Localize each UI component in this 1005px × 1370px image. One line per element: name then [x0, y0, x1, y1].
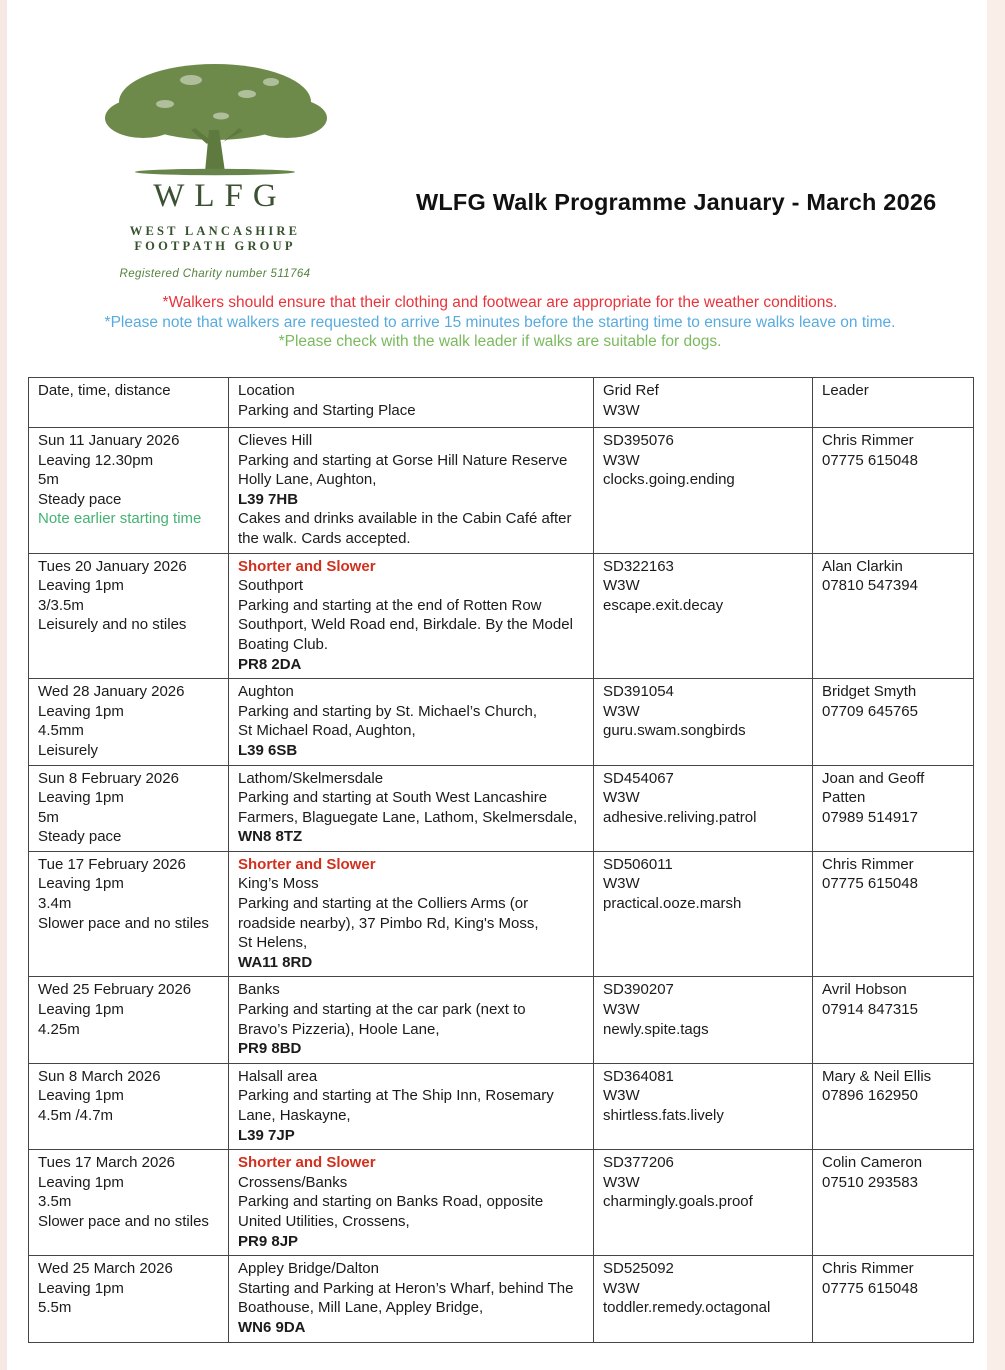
- w3w-address: guru.swam.songbirds: [603, 722, 746, 740]
- date-cell: [29, 679, 229, 765]
- w3w-address: adhesive.reliving.patrol: [603, 808, 757, 826]
- header-location: [229, 378, 594, 428]
- location-cell: [229, 1256, 594, 1342]
- location-line: St Michael Road, Aughton,: [238, 722, 416, 740]
- grid-ref: SD390207: [603, 981, 674, 999]
- location-line: Boathouse, Mill Lane, Appley Bridge,: [238, 1299, 484, 1317]
- w3w-label: W3W: [603, 577, 640, 595]
- grid-ref: SD391054: [603, 683, 674, 701]
- leader-phone: 07810 547394: [822, 577, 918, 595]
- date-line: Leaving 1pm: [38, 1279, 124, 1297]
- grid-ref: SD525092: [603, 1260, 674, 1278]
- location-line: St Helens,: [238, 934, 308, 952]
- walk-row: [29, 1150, 974, 1256]
- walk-row: [29, 679, 974, 765]
- location-line: Aughton: [238, 683, 294, 701]
- gridref-cell: [594, 977, 813, 1063]
- leader-name: Chris Rimmer: [822, 432, 914, 449]
- w3w-label: W3W: [603, 789, 640, 807]
- location-cell: [229, 428, 594, 554]
- postcode: L39 7JP: [238, 1126, 295, 1144]
- walk-row: [29, 851, 974, 977]
- gridref-cell: [594, 553, 813, 679]
- location-line: United Utilities, Crossens,: [238, 1212, 410, 1230]
- leader-cell: [813, 1150, 974, 1256]
- gridref-cell: [594, 1150, 813, 1256]
- date-line: Leaving 12.30pm: [38, 451, 154, 469]
- page-left-margin: [0, 0, 7, 1370]
- postcode: WN6 9DA: [238, 1318, 306, 1336]
- leader-name: Alan Clarkin: [822, 557, 903, 575]
- location-line: Banks: [238, 981, 280, 999]
- logo-charity-number: Registered Charity number 511764: [119, 268, 311, 280]
- date-cell: [29, 1256, 229, 1342]
- location-line: Parking and starting at The Ship Inn, Rosemary: [238, 1087, 554, 1105]
- date-cell: [29, 1063, 229, 1149]
- location-line: Parking and starting at Gorse Hill Nature Reserve: [238, 451, 568, 469]
- w3w-label: W3W: [603, 451, 640, 469]
- date-line: Leaving 1pm: [38, 702, 124, 720]
- date-line: Leaving 1pm: [38, 1173, 124, 1191]
- location-cell: [229, 553, 594, 679]
- date-line: Steady pace: [38, 828, 122, 846]
- date-line: Leaving 1pm: [38, 875, 124, 893]
- gridref-cell: [594, 765, 813, 851]
- leader-phone: 07775 615048: [822, 875, 918, 893]
- header-leader: [813, 378, 974, 428]
- grid-ref: SD395076: [603, 432, 674, 449]
- location-cell: [229, 977, 594, 1063]
- w3w-label: W3W: [603, 1279, 640, 1297]
- postcode: PR9 8BD: [238, 1040, 302, 1058]
- grid-ref: SD377206: [603, 1154, 674, 1172]
- leader-name: Mary & Neil Ellis: [822, 1067, 932, 1085]
- w3w-address: clocks.going.ending: [603, 471, 735, 489]
- logo-org-name: WEST LANCASHIRE FOOTPATH GROUP: [129, 224, 301, 253]
- date-line: Wed 25 March 2026: [38, 1260, 173, 1278]
- gridref-cell: [594, 679, 813, 765]
- date-line: Wed 25 February 2026: [38, 981, 192, 999]
- location-line: Holly Lane, Aughton,: [238, 471, 377, 489]
- walk-row: [29, 977, 974, 1063]
- date-line: 3.4m: [38, 895, 72, 913]
- date-line: Leaving 1pm: [38, 1001, 124, 1019]
- date-line: 5.5m: [38, 1299, 72, 1317]
- date-line: 4.5m /4.7m: [38, 1107, 114, 1124]
- leader-cell: [813, 765, 974, 851]
- header-leader-line-1: Leader: [822, 382, 869, 399]
- w3w-address: charmingly.goals.proof: [603, 1193, 753, 1211]
- header-gridref-line-2: W3W: [603, 401, 640, 419]
- date-line: Slower pace and no stiles: [38, 914, 209, 932]
- date-cell: [29, 977, 229, 1063]
- w3w-label: W3W: [603, 1173, 640, 1191]
- postcode: WN8 8TZ: [238, 828, 303, 846]
- location-line: Halsall area: [238, 1067, 318, 1085]
- location-cell: [229, 1063, 594, 1149]
- location-line: Lathom/Skelmersdale: [238, 769, 384, 787]
- location-line: Parking and starting at the end of Rotten Row: [238, 596, 542, 614]
- date-line: Tue 17 February 2026: [38, 855, 186, 873]
- leader-name: Colin Cameron: [822, 1154, 923, 1172]
- date-line: Tues 20 January 2026: [38, 557, 187, 575]
- w3w-label: W3W: [603, 1001, 640, 1019]
- shorter-slower-tag: Shorter and Slower: [238, 1154, 376, 1172]
- leader-cell: [813, 851, 974, 977]
- date-line: 4.25m: [38, 1020, 80, 1038]
- leader-phone: 07896 162950: [822, 1087, 918, 1105]
- w3w-address: newly.spite.tags: [603, 1020, 709, 1038]
- leader-phone: 07775 615048: [822, 1279, 918, 1297]
- leader-phone: 07914 847315: [822, 1001, 918, 1019]
- leader-name: Avril Hobson: [822, 981, 907, 999]
- leader-phone: 07709 645765: [822, 702, 918, 720]
- location-line: Parking and starting at the car park (next to: [238, 1001, 526, 1019]
- logo-acronym: WLFG: [153, 178, 287, 214]
- page-right-margin: [987, 0, 1005, 1370]
- date-cell: [29, 851, 229, 977]
- leader-phone: 07989 514917: [822, 808, 918, 826]
- gridref-cell: [594, 1256, 813, 1342]
- gridref-cell: [594, 428, 813, 554]
- grid-ref: SD454067: [603, 769, 674, 787]
- table-header: [29, 378, 974, 428]
- date-line: Leisurely: [38, 741, 99, 759]
- leader-cell: [813, 977, 974, 1063]
- tree-logo-icon: [95, 60, 335, 178]
- date-line: Sun 8 March 2026: [38, 1067, 161, 1085]
- leader-cell: [813, 1256, 974, 1342]
- note-line-3: *Please check with the walk leader if walks are suitable for dogs.: [278, 333, 722, 350]
- location-line: Appley Bridge/Dalton: [238, 1260, 379, 1278]
- note-line-1: *Walkers should ensure that their clothing and footwear are appropriate for the weather conditions.: [162, 294, 838, 311]
- walk-row: [29, 765, 974, 851]
- date-line: Leaving 1pm: [38, 1087, 124, 1105]
- grid-ref: SD364081: [603, 1067, 674, 1085]
- w3w-label: W3W: [603, 875, 640, 893]
- table-body: [29, 428, 974, 1343]
- w3w-address: escape.exit.decay: [603, 596, 724, 614]
- header-gridref-line-1: Grid Ref: [603, 382, 659, 399]
- postcode: L39 7HB: [238, 490, 299, 508]
- leader-phone: 07775 615048: [822, 451, 918, 469]
- leader-cell: [813, 428, 974, 554]
- date-line: Tues 17 March 2026: [38, 1154, 176, 1172]
- header-location-line-2: Parking and Starting Place: [238, 401, 416, 419]
- date-line: Sun 11 January 2026: [38, 432, 180, 449]
- w3w-address: shirtless.fats.lively: [603, 1107, 724, 1124]
- leader-cell: [813, 553, 974, 679]
- location-line: Parking and starting on Banks Road, opposite: [238, 1193, 544, 1211]
- location-line: Parking and starting by St. Michael’s Church,: [238, 702, 538, 720]
- note-line-2: *Please note that walkers are requested to arrive 15 minutes before the starting time to ensure walks leave on time.: [104, 313, 896, 331]
- date-cell: [29, 1150, 229, 1256]
- header-row: [29, 378, 974, 428]
- location-extra-line: the walk. Cards accepted.: [238, 529, 411, 547]
- w3w-label: W3W: [603, 702, 640, 720]
- gridref-cell: [594, 1063, 813, 1149]
- location-line: Starting and Parking at Heron’s Wharf, behind The: [238, 1279, 574, 1297]
- postcode: PR9 8JP: [238, 1232, 299, 1250]
- w3w-label: W3W: [603, 1087, 640, 1105]
- leader-name: Joan and Geoff Patten: [822, 769, 925, 807]
- date-line: Leisurely and no stiles: [38, 616, 187, 634]
- location-line: roadside nearby), 37 Pimbo Rd, King's Moss,: [238, 914, 539, 932]
- w3w-address: toddler.remedy.octagonal: [603, 1299, 771, 1317]
- leader-name: Bridget Smyth: [822, 683, 917, 701]
- leader-name: Chris Rimmer: [822, 855, 914, 873]
- date-line: 3/3.5m: [38, 596, 84, 614]
- date-line: Wed 28 January 2026: [38, 683, 185, 701]
- leader-cell: [813, 1063, 974, 1149]
- header-date-line-1: Date, time, distance: [38, 382, 171, 399]
- leader-name: Chris Rimmer: [822, 1260, 914, 1278]
- date-line: 5m: [38, 471, 59, 489]
- header-gridref: [594, 378, 813, 428]
- header-location-line-1: Location: [238, 382, 295, 399]
- grid-ref: SD506011: [603, 855, 673, 873]
- location-line: Farmers, Blaguegate Lane, Lathom, Skelmersdale,: [238, 808, 578, 826]
- date-cell: [29, 428, 229, 554]
- location-line: Southport, Weld Road end, Birkdale. By the Model: [238, 616, 573, 634]
- date-cell: [29, 553, 229, 679]
- shorter-slower-tag: Shorter and Slower: [238, 557, 376, 575]
- page-title: WLFG Walk Programme January - March 2026: [416, 189, 937, 215]
- date-line: 4.5mm: [38, 722, 84, 740]
- location-line: Bravo’s Pizzeria), Hoole Lane,: [238, 1020, 440, 1038]
- date-line: Leaving 1pm: [38, 577, 124, 595]
- gridref-cell: [594, 851, 813, 977]
- location-line: Boating Club.: [238, 635, 329, 653]
- location-cell: [229, 1150, 594, 1256]
- date-note: Note earlier starting time: [38, 510, 202, 528]
- postcode: PR8 2DA: [238, 655, 302, 673]
- leader-phone: 07510 293583: [822, 1173, 918, 1191]
- walk-row: [29, 1256, 974, 1342]
- date-line: Slower pace and no stiles: [38, 1212, 209, 1230]
- wlfg-logo: [80, 60, 350, 280]
- walker-notes: [30, 293, 970, 352]
- location-line: Parking and starting at the Colliers Arms (or: [238, 895, 529, 913]
- date-line: Steady pace: [38, 490, 122, 508]
- location-line: King’s Moss: [238, 875, 319, 893]
- location-line: Parking and starting at South West Lancashire: [238, 789, 548, 807]
- postcode: L39 6SB: [238, 741, 298, 759]
- date-cell: [29, 765, 229, 851]
- location-line: Crossens/Banks: [238, 1173, 348, 1191]
- date-line: Sun 8 February 2026: [38, 769, 179, 787]
- date-line: 3.5m: [38, 1193, 72, 1211]
- grid-ref: SD322163: [603, 557, 674, 575]
- date-line: 5m: [38, 808, 59, 826]
- w3w-address: practical.ooze.marsh: [603, 895, 742, 913]
- header-date: [29, 378, 229, 428]
- walk-row: [29, 553, 974, 679]
- walk-row: [29, 428, 974, 554]
- postcode: WA11 8RD: [238, 953, 313, 971]
- leader-cell: [813, 679, 974, 765]
- location-cell: [229, 851, 594, 977]
- location-extra-line: Cakes and drinks available in the Cabin Café after: [238, 510, 572, 528]
- location-line: Lane, Haskayne,: [238, 1107, 351, 1124]
- location-cell: [229, 765, 594, 851]
- location-cell: [229, 679, 594, 765]
- location-line: Clieves Hill: [238, 432, 313, 449]
- shorter-slower-tag: Shorter and Slower: [238, 855, 376, 873]
- date-line: Leaving 1pm: [38, 789, 124, 807]
- location-line: Southport: [238, 577, 304, 595]
- walk-programme-table: [28, 377, 974, 1343]
- walk-row: [29, 1063, 974, 1149]
